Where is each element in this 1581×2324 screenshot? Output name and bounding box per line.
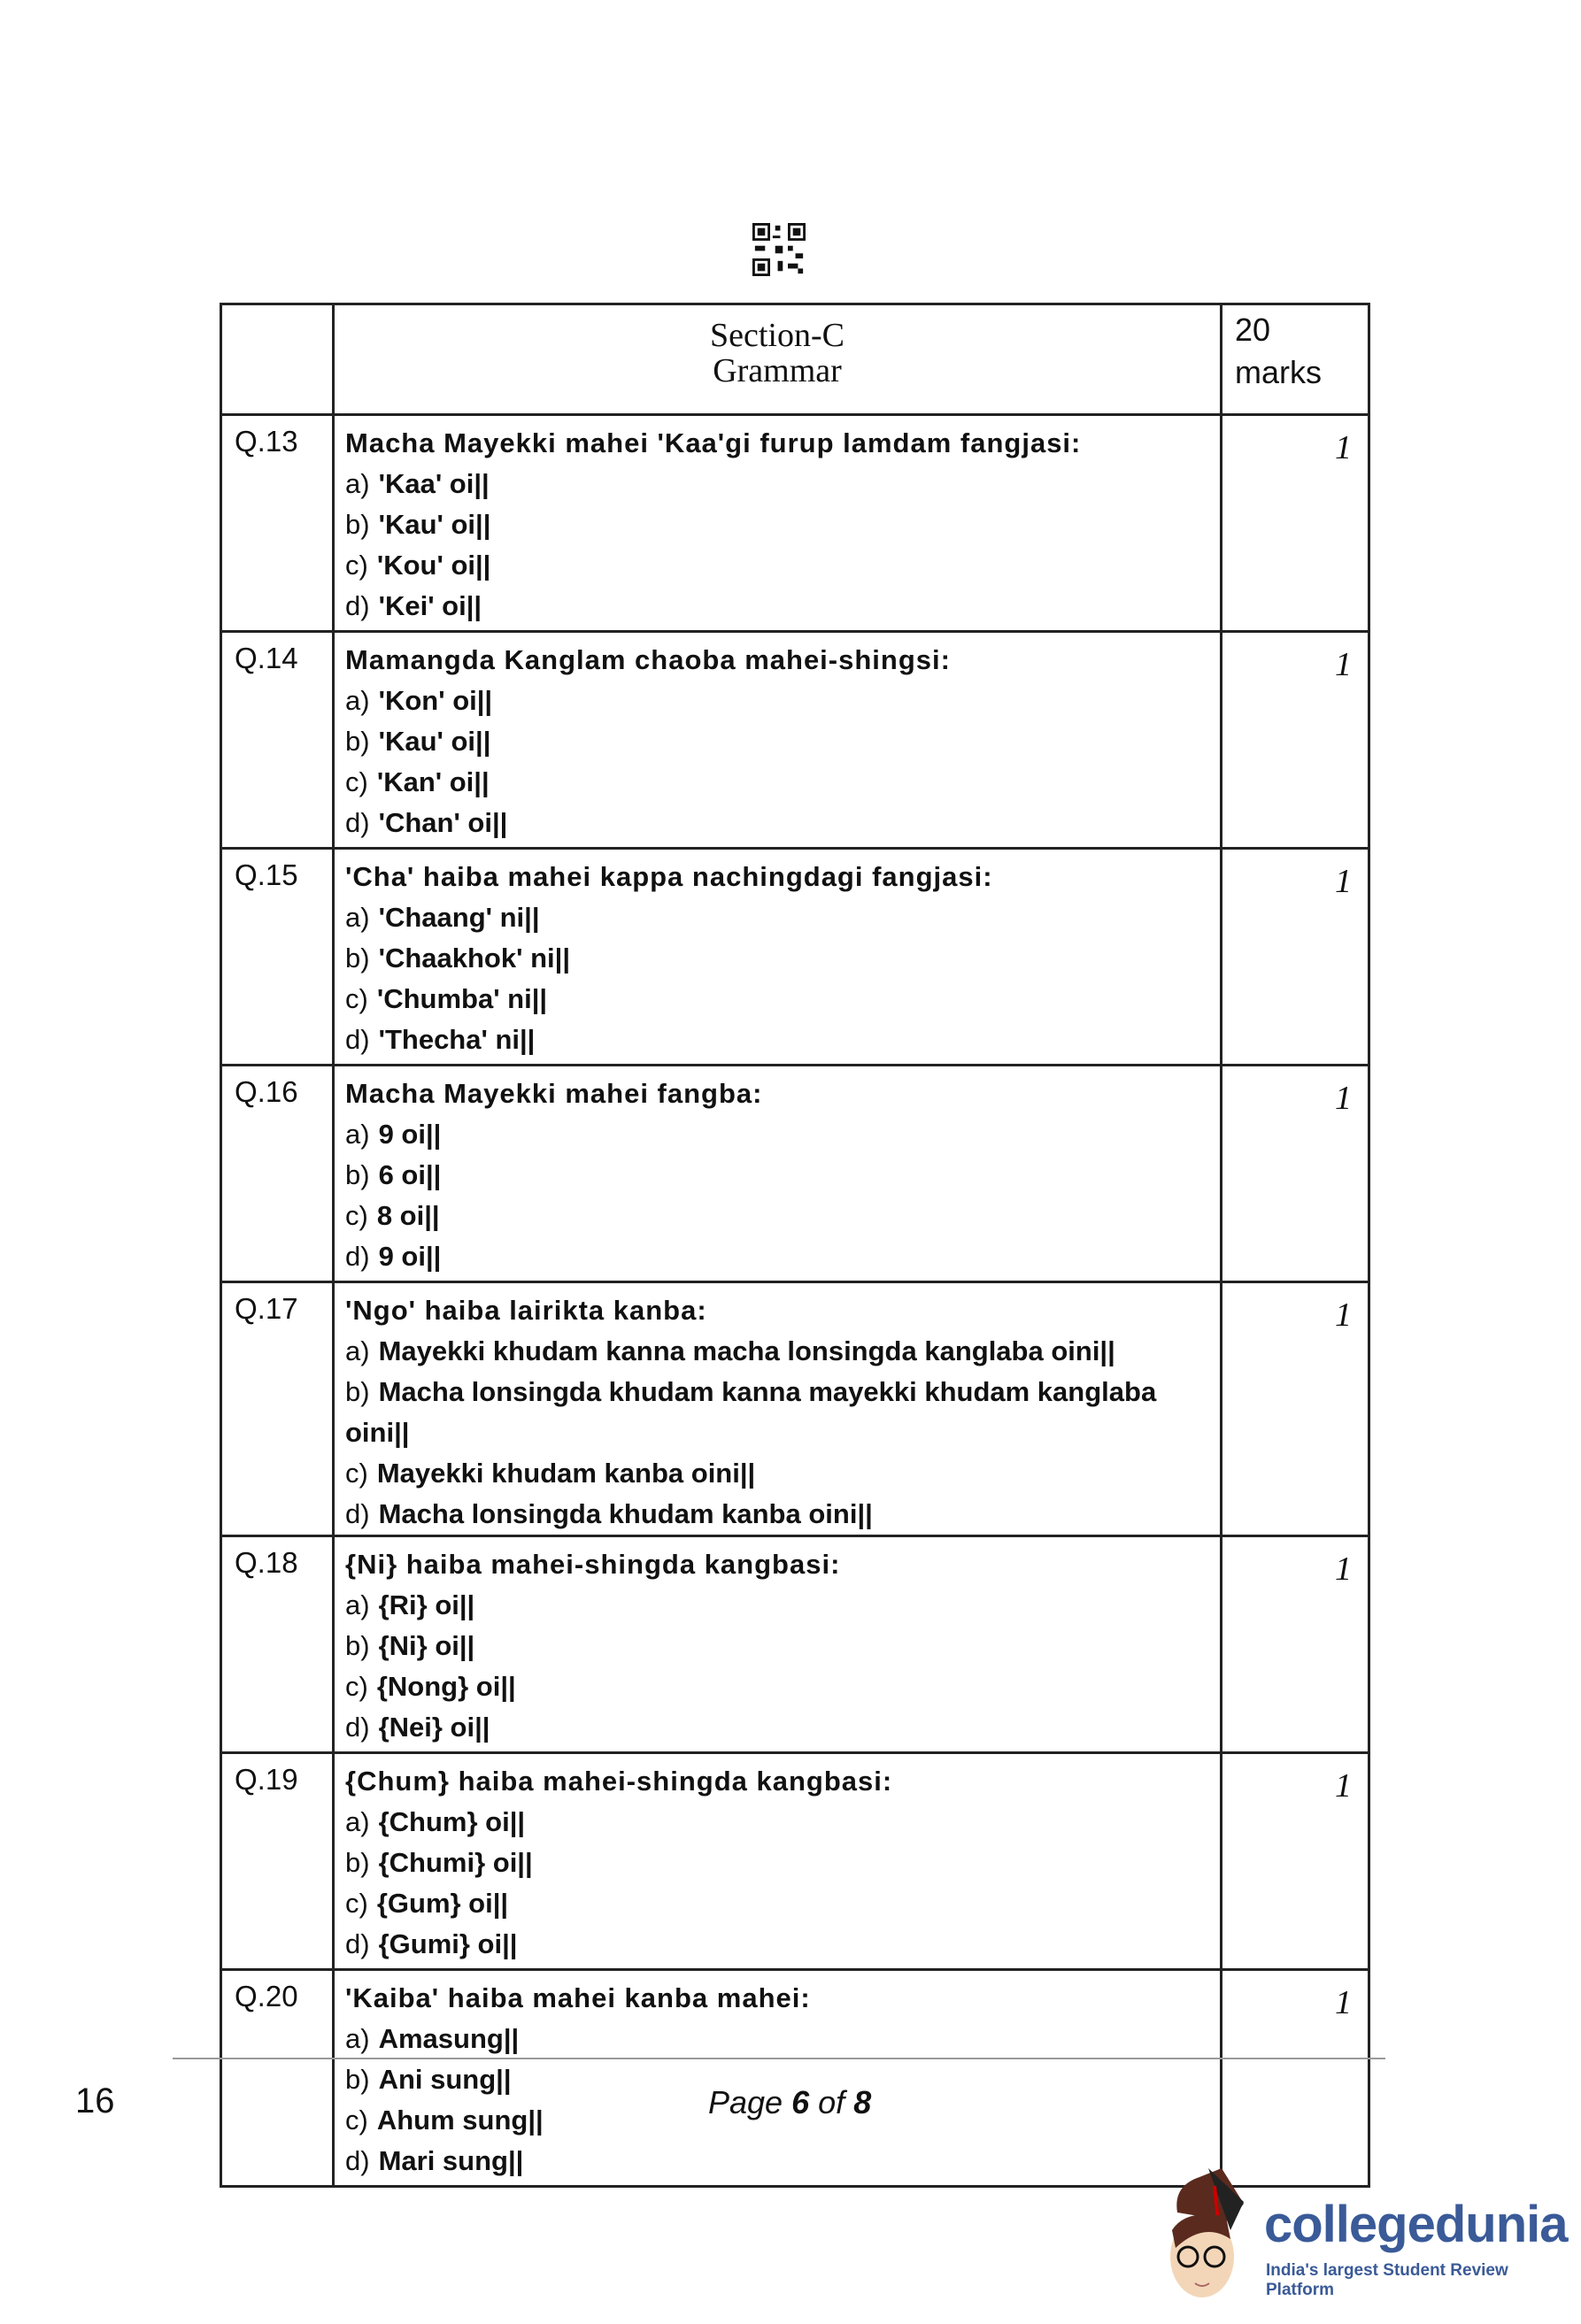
- option-label: c): [345, 983, 368, 1014]
- option-item: [345, 1666, 1220, 1707]
- page-word: Page: [708, 2084, 783, 2120]
- option-label: b): [345, 943, 370, 973]
- page-indicator: [708, 2084, 871, 2121]
- option-text: {Ni} oi||: [378, 1630, 475, 1661]
- section-title-cell: [334, 304, 1222, 415]
- option-label: a): [345, 902, 370, 933]
- question-row: [221, 849, 1369, 1066]
- option-item: [345, 1924, 1220, 1965]
- option-text: {Gum} oi||: [376, 1888, 509, 1919]
- page-code: 16: [75, 2082, 115, 2120]
- option-text: 'Kou' oi||: [376, 550, 491, 581]
- option-item: [345, 762, 1220, 803]
- option-item: [345, 586, 1220, 627]
- option-label: d): [345, 807, 370, 838]
- question-content: [334, 1282, 1222, 1536]
- option-item: [345, 1331, 1220, 1372]
- option-text: 'Kau' oi||: [378, 509, 491, 540]
- option-text: Mari sung||: [378, 2145, 524, 2176]
- option-item: [345, 504, 1220, 545]
- question-number: Q.19: [221, 1753, 334, 1970]
- option-label: a): [345, 1806, 370, 1837]
- option-label: b): [345, 726, 370, 757]
- page-current: 6: [791, 2084, 810, 2120]
- logo-name: collegedunia: [1264, 2196, 1568, 2253]
- question-row: [221, 1282, 1369, 1536]
- question-content: [334, 415, 1222, 632]
- question-content: [334, 1066, 1222, 1282]
- option-text: Amasung||: [378, 2023, 520, 2054]
- option-text: 'Kon' oi||: [378, 685, 493, 716]
- question-marks: 1: [1222, 1536, 1369, 1753]
- option-item: [345, 545, 1220, 586]
- option-text: 'Thecha' ni||: [378, 1024, 536, 1055]
- section-marks-number: 20: [1235, 312, 1271, 348]
- option-item: [345, 1372, 1220, 1453]
- option-label: a): [345, 1335, 370, 1366]
- option-item: [345, 1802, 1220, 1843]
- logo-tagline: India's largest Student Review Platform: [1266, 2261, 1508, 2299]
- option-label: a): [345, 1589, 370, 1620]
- question-marks: 1: [1222, 1066, 1369, 1282]
- option-text: 6 oi||: [378, 1159, 442, 1190]
- question-stem: Macha Mayekki mahei 'Kaa'gi furup lamdam fangjasi:: [345, 427, 1082, 458]
- question-number: Q.14: [221, 632, 334, 849]
- option-text: 9 oi||: [378, 1241, 442, 1272]
- page-of: of: [818, 2084, 845, 2120]
- option-label: d): [345, 1498, 370, 1529]
- option-text: {Ri} oi||: [378, 1589, 475, 1620]
- option-item: [345, 464, 1220, 504]
- question-marks: 1: [1222, 849, 1369, 1066]
- option-label: b): [345, 509, 370, 540]
- footer-divider: [173, 2058, 1385, 2059]
- option-item: [345, 721, 1220, 762]
- option-item: [345, 1883, 1220, 1924]
- option-label: c): [345, 1888, 368, 1919]
- section-subject: Grammar: [713, 352, 842, 389]
- question-number: Q.20: [221, 1970, 334, 2187]
- section-marks-cell: [1222, 304, 1369, 415]
- option-text: 'Chumba' ni||: [376, 983, 548, 1014]
- question-row: [221, 1066, 1369, 1282]
- question-content: [334, 1970, 1222, 2187]
- question-stem: {Ni} haiba mahei-shingda kangbasi:: [345, 1549, 841, 1580]
- option-text: Macha lonsingda khudam kanna mayekki khudam kanglaba oini||: [345, 1376, 1157, 1448]
- question-stem: 'Ngo' haiba lairikta kanba:: [345, 1295, 707, 1326]
- option-text: 'Kaa' oi||: [378, 468, 490, 499]
- question-marks: 1: [1222, 1282, 1369, 1536]
- question-marks: 1: [1222, 1753, 1369, 1970]
- option-text: Mayekki khudam kanba oini||: [376, 1458, 756, 1489]
- option-text: 'Kei' oi||: [378, 590, 482, 621]
- question-row: [221, 632, 1369, 849]
- question-stem: Mamangda Kanglam chaoba mahei-shingsi:: [345, 644, 951, 675]
- option-text: {Nei} oi||: [378, 1712, 490, 1743]
- option-label: c): [345, 1458, 368, 1489]
- option-text: Macha lonsingda khudam kanba oini||: [378, 1498, 873, 1529]
- option-item: [345, 803, 1220, 843]
- option-item: [345, 1585, 1220, 1626]
- question-marks: 1: [1222, 632, 1369, 849]
- qr-code-icon: [752, 223, 806, 276]
- option-item: [345, 938, 1220, 979]
- option-label: b): [345, 2064, 370, 2095]
- question-number: Q.17: [221, 1282, 334, 1536]
- mascot-icon: [1160, 2168, 1257, 2301]
- option-item: [345, 1494, 1220, 1535]
- option-text: 'Chaakhok' ni||: [378, 943, 570, 973]
- question-content: [334, 849, 1222, 1066]
- option-item: [345, 1707, 1220, 1748]
- header-blank-cell: [221, 304, 334, 415]
- option-text: {Chum} oi||: [378, 1806, 526, 1837]
- question-number: Q.18: [221, 1536, 334, 1753]
- option-item: [345, 1236, 1220, 1277]
- question-content: [334, 632, 1222, 849]
- option-item: [345, 1020, 1220, 1060]
- option-label: d): [345, 1928, 370, 1959]
- option-label: b): [345, 1159, 370, 1190]
- option-label: c): [345, 1200, 368, 1231]
- question-row: [221, 1970, 1369, 2187]
- option-text: Mayekki khudam kanna macha lonsingda kanglaba oini||: [378, 1335, 1115, 1366]
- question-stem: 'Cha' haiba mahei kappa nachingdagi fangjasi:: [345, 861, 993, 892]
- option-label: c): [345, 2105, 368, 2135]
- grammar-section-table: [220, 303, 1370, 2188]
- option-label: d): [345, 1712, 370, 1743]
- option-item: [345, 2141, 1220, 2182]
- option-text: Ani sung||: [378, 2064, 512, 2095]
- option-item: [345, 681, 1220, 721]
- option-text: 'Chan' oi||: [378, 807, 508, 838]
- question-stem: {Chum} haiba mahei-shingda kangbasi:: [345, 1766, 893, 1797]
- section-title: Section-C: [710, 317, 844, 354]
- question-row: [221, 415, 1369, 632]
- question-stem: Macha Mayekki mahei fangba:: [345, 1078, 763, 1109]
- option-label: b): [345, 1847, 370, 1878]
- option-item: [345, 1114, 1220, 1155]
- option-label: a): [345, 685, 370, 716]
- option-text: {Gumi} oi||: [378, 1928, 518, 1959]
- option-label: c): [345, 550, 368, 581]
- question-marks: 1: [1222, 1970, 1369, 2187]
- option-label: c): [345, 766, 368, 797]
- option-label: a): [345, 2023, 370, 2054]
- option-label: a): [345, 1119, 370, 1150]
- question-row: [221, 1536, 1369, 1753]
- question-row: [221, 1753, 1369, 1970]
- option-label: b): [345, 1376, 370, 1407]
- question-stem: 'Kaiba' haiba mahei kanba mahei:: [345, 1982, 811, 2013]
- question-content: [334, 1536, 1222, 1753]
- option-item: [345, 1843, 1220, 1883]
- question-marks: 1: [1222, 415, 1369, 632]
- option-text: 8 oi||: [376, 1200, 440, 1231]
- option-item: [345, 1196, 1220, 1236]
- option-item: [345, 1155, 1220, 1196]
- question-number: Q.16: [221, 1066, 334, 1282]
- question-content: [334, 1753, 1222, 1970]
- option-text: 9 oi||: [378, 1119, 442, 1150]
- table-header-row: [221, 304, 1369, 415]
- option-item: [345, 2019, 1220, 2059]
- option-label: d): [345, 1024, 370, 1055]
- option-text: 'Kau' oi||: [378, 726, 491, 757]
- option-text: 'Kan' oi||: [376, 766, 490, 797]
- page-total: 8: [853, 2084, 872, 2120]
- option-item: [345, 1453, 1220, 1494]
- option-item: [345, 1626, 1220, 1666]
- option-item: [345, 897, 1220, 938]
- option-label: d): [345, 1241, 370, 1272]
- option-text: {Chumi} oi||: [378, 1847, 533, 1878]
- option-label: b): [345, 1630, 370, 1661]
- option-item: [345, 979, 1220, 1020]
- collegedunia-logo: [1160, 2168, 1567, 2301]
- option-text: {Nong} oi||: [376, 1671, 516, 1702]
- option-text: 'Chaang' ni||: [378, 902, 540, 933]
- option-label: c): [345, 1671, 368, 1702]
- option-label: d): [345, 590, 370, 621]
- section-marks-label: marks: [1235, 354, 1322, 390]
- question-number: Q.15: [221, 849, 334, 1066]
- option-label: d): [345, 2145, 370, 2176]
- option-label: a): [345, 468, 370, 499]
- question-number: Q.13: [221, 415, 334, 632]
- option-text: Ahum sung||: [376, 2105, 544, 2135]
